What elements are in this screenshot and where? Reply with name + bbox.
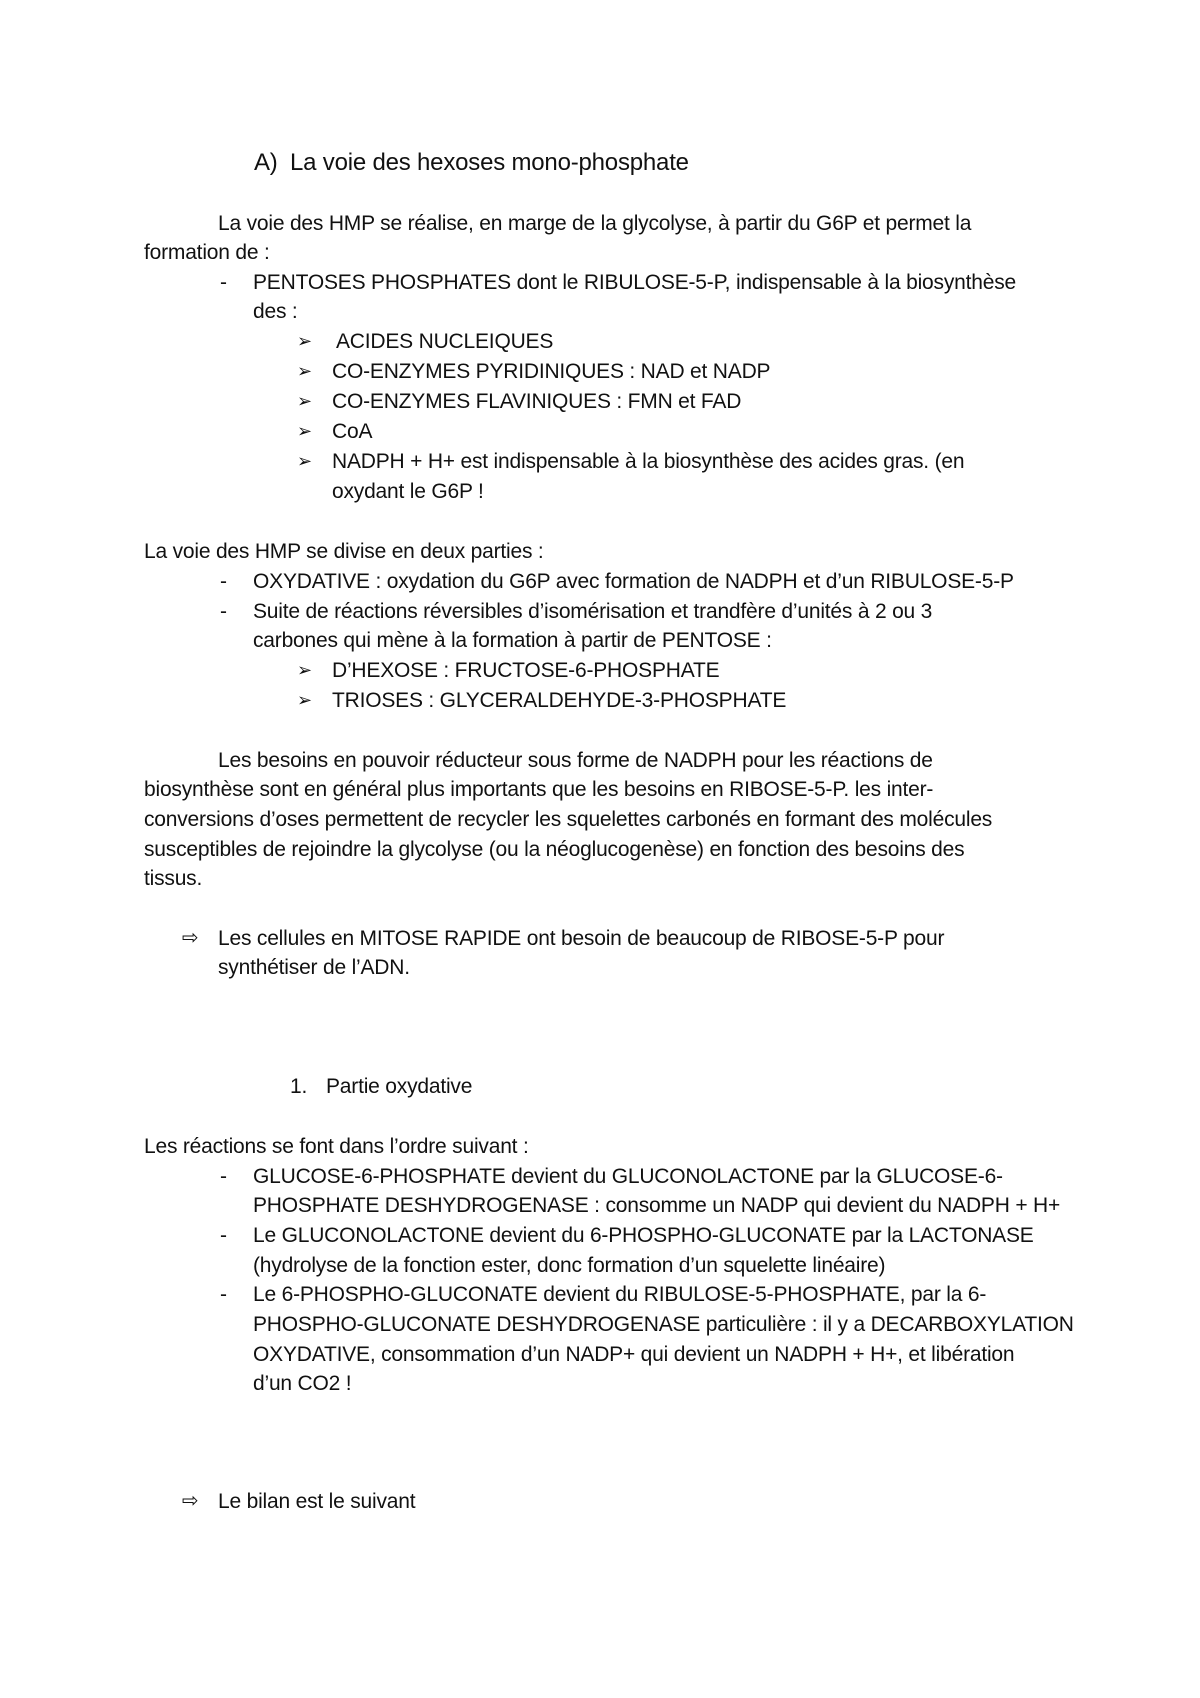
- intro-line: formation de :: [144, 241, 270, 264]
- list-item: Le GLUCONOLACTONE devient du 6-PHOSPHO-GLUCONATE par la LACTONASE: [253, 1224, 1034, 1247]
- sub-list-item: ACIDES NUCLEIQUES: [336, 330, 554, 353]
- intro-line: La voie des HMP se réalise, en marge de la glycolyse, à partir du G6P et permet la: [218, 212, 972, 235]
- list-item: Le 6-PHOSPHO-GLUCONATE devient du RIBULOSE-5-PHOSPHATE, par la 6-: [253, 1283, 987, 1306]
- list-item: Suite de réactions réversibles d’isomérisation et trandfère d’unités à 2 ou 3: [253, 600, 933, 623]
- heading-letter: A): [254, 149, 278, 176]
- list-item: PHOSPHATE DESHYDROGENASE : consomme un NADP qui devient du NADPH + H+: [253, 1194, 1061, 1217]
- list-item: OXYDATIVE, consommation d’un NADP+ qui devient un NADPH + H+, et libération: [253, 1343, 1015, 1366]
- chevron-arrowhead-icon: ➢: [297, 690, 313, 710]
- sub-list-item: D’HEXOSE : FRUCTOSE-6-PHOSPHATE: [332, 659, 720, 682]
- sub-list-item: NADPH + H+ est indispensable à la biosynthèse des acides gras. (en: [332, 450, 965, 473]
- section-number: 1.: [290, 1075, 308, 1098]
- dash-bullet: -: [220, 570, 227, 593]
- paragraph-line: Les besoins en pouvoir réducteur sous forme de NADPH pour les réactions de: [218, 749, 933, 772]
- list-item: PENTOSES PHOSPHATES dont le RIBULOSE-5-P, indispensable à la biosynthèse: [253, 271, 1016, 294]
- chevron-arrowhead-icon: ➢: [297, 451, 313, 471]
- page-title: La voie des hexoses mono-phosphate: [290, 149, 689, 176]
- list-item: (hydrolyse de la fonction ester, donc formation d’un squelette linéaire): [253, 1254, 886, 1277]
- paragraph-line: susceptibles de rejoindre la glycolyse (ou la néoglucogenèse) en fonction des besoins des: [144, 838, 965, 861]
- sub-list-item: TRIOSES : GLYCERALDEHYDE-3-PHOSPHATE: [332, 689, 787, 712]
- paragraph-line: La voie des HMP se divise en deux parties :: [144, 540, 544, 563]
- paragraph-line: Les réactions se font dans l’ordre suivant :: [144, 1135, 529, 1158]
- list-item: carbones qui mène à la formation à partir de PENTOSE :: [253, 629, 772, 652]
- list-item: OXYDATIVE : oxydation du G6P avec formation de NADPH et d’un RIBULOSE-5-P: [253, 570, 1014, 593]
- callout-line: Les cellules en MITOSE RAPIDE ont besoin de beaucoup de RIBOSE-5-P pour: [218, 927, 945, 950]
- paragraph-line: biosynthèse sont en général plus importants que les besoins en RIBOSE-5-P. les inter-: [144, 778, 934, 801]
- list-item: PHOSPHO-GLUCONATE DESHYDROGENASE particulière : il y a DECARBOXYLATION: [253, 1313, 1074, 1336]
- dash-bullet: -: [220, 271, 227, 294]
- dash-bullet: -: [220, 600, 227, 623]
- outline-arrow-icon: ⇨: [182, 927, 199, 949]
- sub-list-item: CoA: [332, 420, 373, 443]
- paragraph-line: conversions d’oses permettent de recycler les squelettes carbonés en formant des molécules: [144, 808, 993, 831]
- list-item: des :: [253, 300, 298, 323]
- outline-arrow-icon: ⇨: [182, 1490, 199, 1512]
- dash-bullet: -: [220, 1224, 227, 1247]
- callout-line: synthétiser de l’ADN.: [218, 956, 410, 979]
- chevron-arrowhead-icon: ➢: [297, 391, 313, 411]
- chevron-arrowhead-icon: ➢: [297, 421, 313, 441]
- chevron-arrowhead-icon: ➢: [297, 361, 313, 381]
- list-item: d’un CO2 !: [253, 1372, 352, 1395]
- sub-list-item: oxydant le G6P !: [332, 480, 484, 503]
- chevron-arrowhead-icon: ➢: [297, 331, 313, 351]
- section-title: Partie oxydative: [326, 1075, 473, 1098]
- list-item: GLUCOSE-6-PHOSPHATE devient du GLUCONOLACTONE par la GLUCOSE-6-: [253, 1165, 1003, 1188]
- chevron-arrowhead-icon: ➢: [297, 660, 313, 680]
- dash-bullet: -: [220, 1283, 227, 1306]
- dash-bullet: -: [220, 1165, 227, 1188]
- paragraph-line: tissus.: [144, 867, 203, 890]
- sub-list-item: CO-ENZYMES FLAVINIQUES : FMN et FAD: [332, 390, 742, 413]
- callout-line: Le bilan est le suivant: [218, 1490, 416, 1513]
- sub-list-item: CO-ENZYMES PYRIDINIQUES : NAD et NADP: [332, 360, 771, 383]
